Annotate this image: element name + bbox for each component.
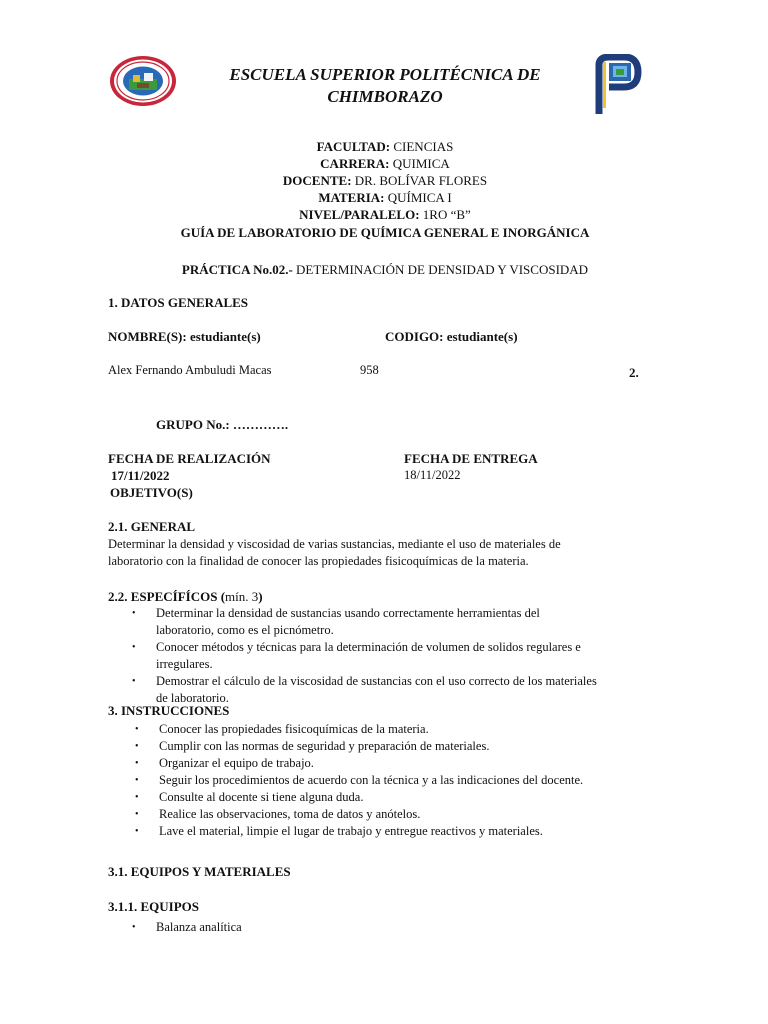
nombre-header: NOMBRE(S): estudiante(s) [108,329,261,344]
carrera-value: QUIMICA [389,156,450,171]
fecha-realizacion-value: 17/11/2022 [111,468,170,483]
equipos-materiales-heading: 3.1. EQUIPOS Y MATERIALES [108,864,291,879]
grupo-line: GRUPO No.: …………. [156,417,289,432]
practica-label: PRÁCTICA No.02.- [181,262,293,277]
especificos-heading-note: mín. 3 [225,589,259,604]
practica-value: DETERMINACIÓN DE DENSIDAD Y VISCOSIDAD [292,262,589,277]
general-text-line-1: Determinar la densidad y viscosidad de varias sustancias, mediante el uso de materiales de [108,537,561,551]
especificos-heading-text: 2.2. ESPECÍFÍCOS ( [108,589,226,604]
codigo-header: CODIGO: estudiante(s) [385,329,518,344]
list-item: • Lave el material, limpie el lugar de trabajo y entregue reactivos y materiales. [133,823,583,840]
especificos-heading [108,588,263,605]
instrucciones-heading: 3. INSTRUCCIONES [108,703,230,718]
fecha-entrega-value: 18/11/2022 [404,468,461,482]
institution-title: ESCUELA SUPERIOR POLITÉCNICA DE CHIMBORAZO [229,65,541,106]
equipos-list [130,919,242,936]
institution-seal-logo [107,54,179,108]
list-item-line: Determinar la densidad de sustancias usando correctamente herramientas del [156,606,540,620]
list-item [130,639,597,673]
list-item: • Seguir los procedimientos de acuerdo con la técnica y a las indicaciones del docente. [133,772,583,789]
list-item [130,605,597,639]
list-item-line: irregulares. [156,657,213,671]
faculty-logo [592,54,642,116]
carrera-line [150,155,620,172]
section-number: 2. [629,365,639,380]
list-item-line: laboratorio, como es el picnómetro. [156,623,334,637]
list-item: • Organizar el equipo de trabajo. [133,755,583,772]
guide-title: GUÍA DE LABORATORIO DE QUÍMICA GENERAL E INORGÁNICA [180,225,590,240]
student-code: 958 [360,363,379,377]
student-name: Alex Fernando Ambuludi Macas [108,363,272,377]
docente-label: DOCENTE: [282,173,352,188]
materia-label: MATERIA: [318,190,385,205]
carrera-label: CARRERA: [320,156,390,171]
general-heading: 2.1. GENERAL [108,519,196,534]
list-item: • Consulte al docente si tiene alguna duda. [133,789,583,806]
nivel-label: NIVEL/PARALELO: [299,207,420,222]
materia-line [150,189,620,206]
especificos-heading-close: ) [258,589,263,604]
list-item-line: Conocer métodos y técnicas para la determinación de volumen de solidos regulares e [156,640,581,654]
docente-line [150,172,620,189]
datos-generales-heading: 1. DATOS GENERALES [108,295,249,310]
fecha-realizacion-label: FECHA DE REALIZACIÓN [108,451,271,466]
instrucciones-list [133,721,583,840]
facultad-line [150,138,620,155]
list-item: • Realice las observaciones, toma de datos y anótelos. [133,806,583,823]
materia-value: QUÍMICA I [384,190,452,205]
especificos-list [130,605,597,707]
list-item-line: de laboratorio. [156,691,229,705]
nivel-line [150,206,620,223]
objetivos-heading: OBJETIVO(S) [110,485,193,500]
list-item: • Balanza analítica [130,919,242,936]
list-item-line: Demostrar el cálculo de la viscosidad de sustancias con el uso correcto de los materiales [156,674,597,688]
facultad-label: FACULTAD: [316,139,391,154]
nivel-value: 1RO “B” [419,207,471,222]
list-item: • Conocer las propiedades fisicoquímicas de la materia. [133,721,583,738]
general-text-line-2: laboratorio con la finalidad de conocer las propiedades fisicoquímicas de la materia. [108,554,529,568]
facultad-value: CIENCIAS [390,139,454,154]
docente-value: DR. BOLÍVAR FLORES [351,173,488,188]
practica-line [110,261,660,278]
equipos-heading: 3.1.1. EQUIPOS [108,899,200,914]
fecha-entrega-label: FECHA DE ENTREGA [404,451,538,466]
list-item: • Cumplir con las normas de seguridad y preparación de materiales. [133,738,583,755]
